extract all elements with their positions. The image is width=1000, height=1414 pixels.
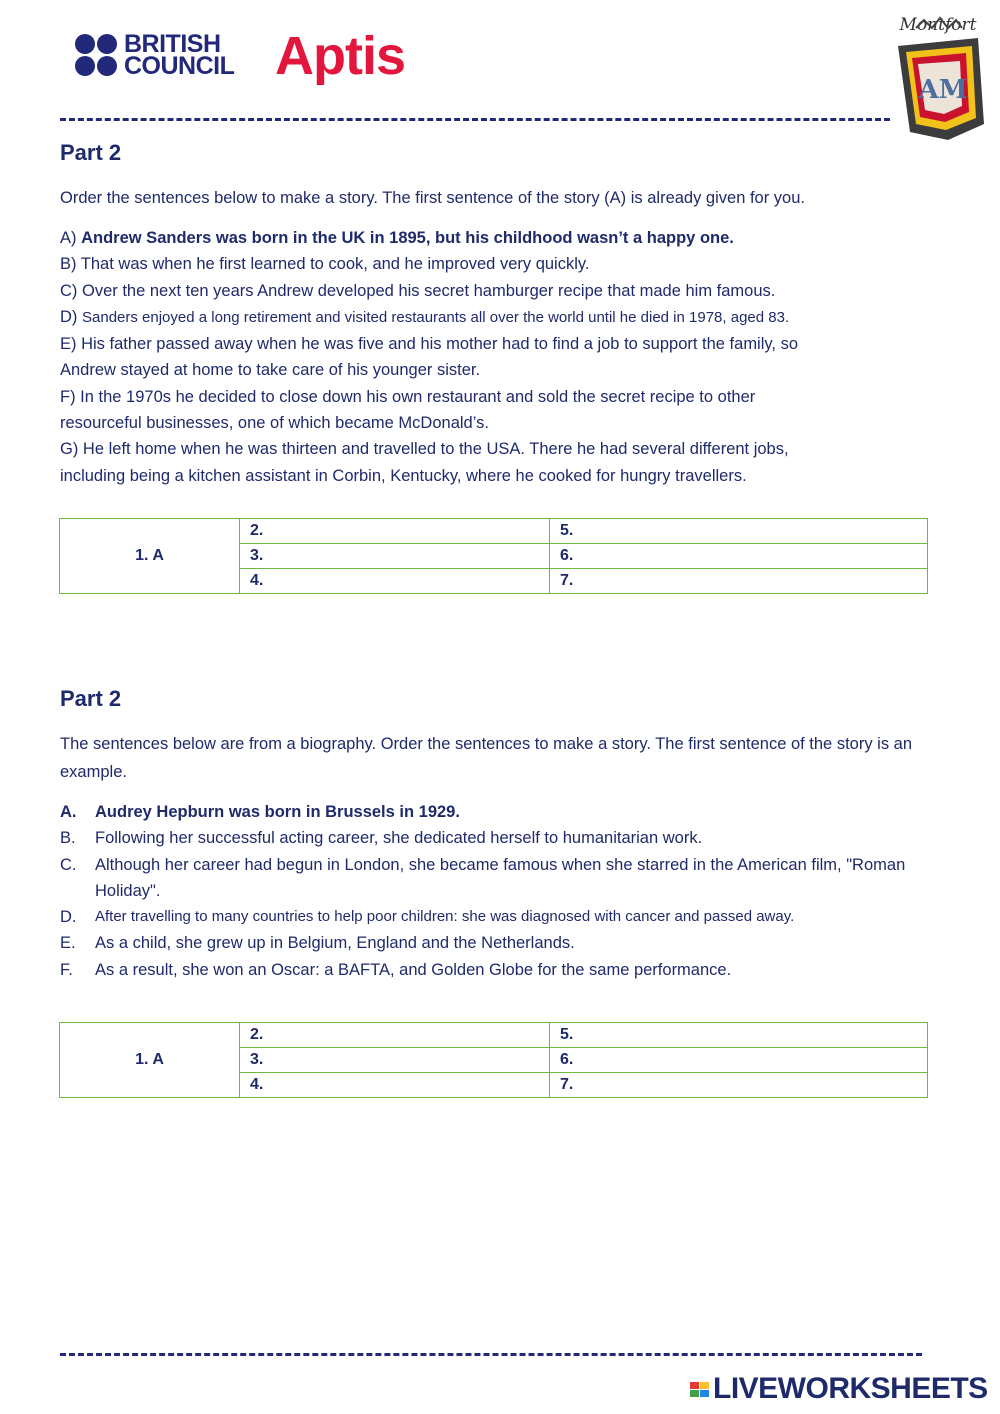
svg-text:Montfort: Montfort — [899, 15, 977, 35]
bio-sentence-a: A. Audrey Hepburn was born in Brussels in 1929. — [60, 803, 460, 821]
answer-cell-6[interactable]: 6. — [550, 544, 928, 569]
sentence-d: D) Sanders enjoyed a long retirement and visited restaurants all over the world until he died in 1978, aged 83. — [60, 307, 790, 326]
liveworksheets-logo — [690, 1372, 988, 1406]
answer-cell-7[interactable]: 7. — [550, 569, 928, 594]
svg-text:AM: AM — [918, 75, 968, 105]
sentence-f-continued: resourceful businesses, one of which became McDonald’s. — [60, 414, 489, 433]
section1-instruction: Order the sentences below to make a story. The first sentence of the story (A) is already given for you. — [60, 189, 805, 207]
bio-sentence-c: C. Although her career had begun in London, she became famous when she starred in the American film, "Roman Holiday". — [60, 855, 906, 900]
answer-cell-5[interactable]: 5. — [550, 1023, 928, 1048]
sentence-f: F) In the 1970s he decided to close down his own restaurant and sold the secret recipe to other — [60, 387, 756, 406]
answer-cell-1: 1. A — [60, 519, 240, 594]
sentence-b: B) That was when he first learned to cook, and he improved very quickly. — [60, 255, 590, 274]
british-council-wordmark — [124, 30, 235, 80]
montfort-crest-icon — [888, 6, 988, 146]
liveworksheets-wordmark: LIVEWORKSHEETS — [713, 1372, 988, 1405]
aptis-logo: Aptis — [275, 26, 405, 86]
british-council-logo — [75, 30, 235, 80]
section1-sentence-list — [60, 225, 930, 489]
bio-sentence-b: B. Following her successful acting career, she dedicated herself to humanitarian work. — [60, 829, 703, 848]
sentence-c: C) Over the next ten years Andrew developed his secret hamburger recipe that made him famous. — [60, 281, 776, 300]
header-divider — [60, 118, 890, 121]
answer-cell-2[interactable]: 2. — [240, 519, 550, 544]
answer-cell-3[interactable]: 3. — [240, 1048, 550, 1073]
answer-cell-4[interactable]: 4. — [240, 1073, 550, 1098]
answer-cell-4[interactable]: 4. — [240, 569, 550, 594]
sentence-a: A) Andrew Sanders was born in the UK in 1895, but his childhood wasn’t a happy one. — [60, 229, 734, 247]
sentence-g: G) He left home when he was thirteen and travelled to the USA. There he had several different jobs, — [60, 440, 789, 459]
footer-divider — [60, 1353, 922, 1356]
liveworksheets-icon — [690, 1382, 709, 1397]
section2-instruction: The sentences below are from a biography. Order the sentences to make a story. The first sentence of the story is an example. — [60, 735, 913, 781]
british-council-dots-icon — [75, 34, 117, 76]
answer-cell-3[interactable]: 3. — [240, 544, 550, 569]
section1-title: Part 2 — [60, 140, 122, 165]
sentence-e-continued: Andrew stayed at home to take care of his younger sister. — [60, 361, 481, 380]
bio-sentence-d: D. After travelling to many countries to help poor children: she was diagnosed with cancer and passed away. — [60, 908, 795, 927]
answer-cell-7[interactable]: 7. — [550, 1073, 928, 1098]
sentence-e: E) His father passed away when he was five and his mother had to find a job to support the family, so — [60, 335, 799, 354]
answer-cell-6[interactable]: 6. — [550, 1048, 928, 1073]
section1-answer-table — [59, 518, 928, 594]
section2-answer-table — [59, 1022, 928, 1098]
section2-title: Part 2 — [60, 686, 122, 711]
sentence-g-continued: including being a kitchen assistant in Corbin, Kentucky, where he cooked for hungry travellers. — [60, 466, 747, 485]
bio-sentence-f: F. As a result, she won an Oscar: a BAFTA, and Golden Globe for the same performance. — [60, 960, 732, 979]
answer-cell-2[interactable]: 2. — [240, 1023, 550, 1048]
bc-line2: COUNCIL — [124, 52, 235, 80]
bio-sentence-e: E. As a child, she grew up in Belgium, England and the Netherlands. — [60, 934, 575, 953]
answer-cell-5[interactable]: 5. — [550, 519, 928, 544]
answer-cell-1: 1. A — [60, 1023, 240, 1098]
section2-sentence-list — [60, 799, 930, 983]
bc-line1: BRITISH — [124, 30, 221, 58]
